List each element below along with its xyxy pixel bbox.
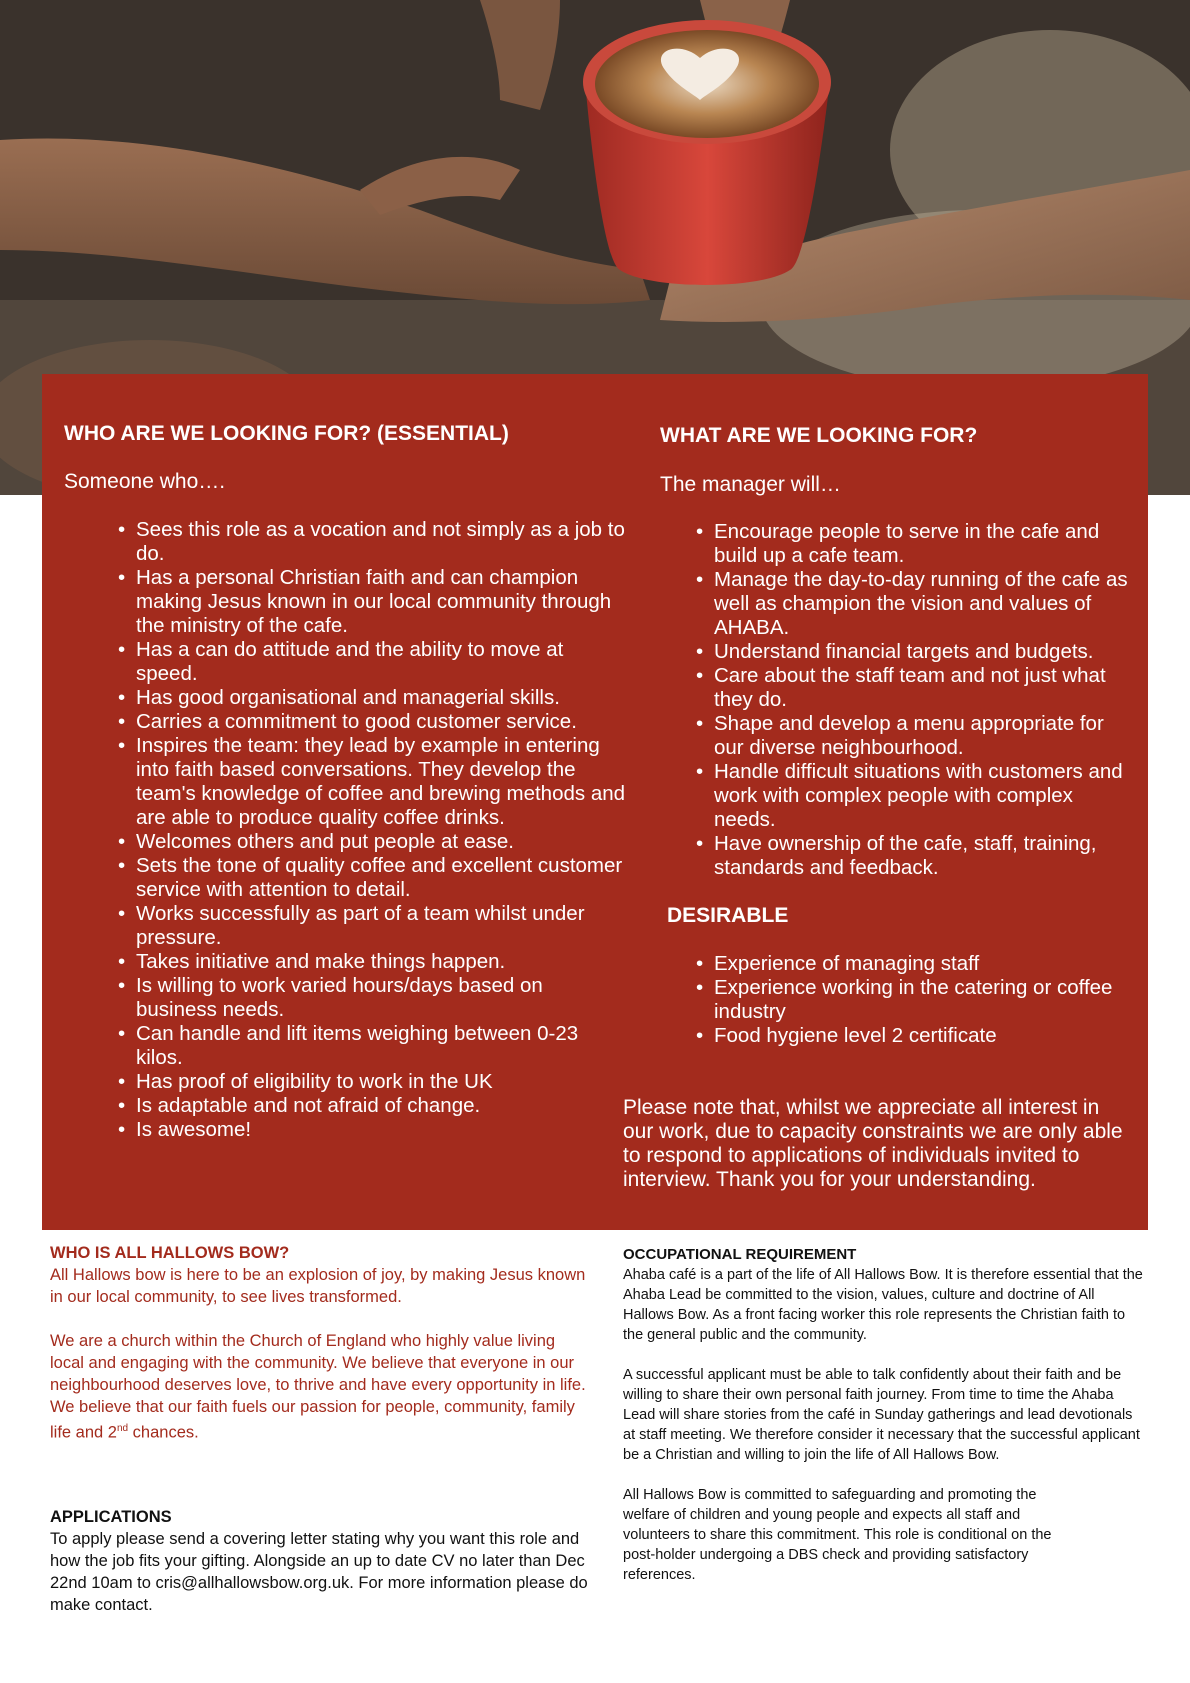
applications-section	[50, 1506, 590, 1616]
essential-item: • Sets the tone of quality coffee and excellent customer service with attention to detail.	[82, 854, 627, 902]
desirable-heading: DESIRABLE	[667, 904, 789, 927]
occupational-section	[623, 1245, 1148, 1585]
desirable-item: • Experience working in the catering or coffee industry	[660, 976, 1130, 1024]
manager-item: • Manage the day-to-day running of the cafe as well as champion the vision and values of AHABA.	[660, 568, 1130, 640]
manager-item: • Care about the staff team and not just what they do.	[660, 664, 1130, 712]
essential-lead: Someone who….	[64, 470, 226, 493]
essential-item: • Is awesome!	[82, 1118, 627, 1142]
essential-item: • Inspires the team: they lead by example in entering into faith based conversations. They develop the team's knowledge of coffee and brewing methods and are able to produce quality coffee drinks.	[82, 734, 627, 830]
about-section	[50, 1242, 590, 1444]
essential-item: • Has proof of eligibility to work in the UK	[82, 1070, 627, 1094]
essential-item: • Carries a commitment to good customer service.	[82, 710, 627, 734]
essential-item: • Can handle and lift items weighing between 0-23 kilos.	[82, 1022, 627, 1070]
occupational-para1: Ahaba café is a part of the life of All Hallows Bow. It is therefore essential that the Ahaba Lead be committed to the vision, values, culture and doctrine of All Hallows Bow. As a front facing worker this role represents the Christian faith to the general public and the community.	[623, 1267, 1143, 1343]
desirable-item: • Food hygiene level 2 certificate	[660, 1024, 1130, 1048]
manager-item: • Understand financial targets and budgets.	[660, 640, 1130, 664]
about-para1: All Hallows bow is here to be an explosion of joy, by making Jesus known in our local community, to see lives transformed.	[50, 1266, 586, 1306]
capacity-note: Please note that, whilst we appreciate all interest in our work, due to capacity constraints we are only able to respond to applications of individuals invited to interview. Thank you for your understanding.	[623, 1096, 1123, 1191]
about-heading: WHO IS ALL HALLOWS BOW?	[50, 1244, 290, 1262]
essential-heading: WHO ARE WE LOOKING FOR? (ESSENTIAL)	[64, 422, 509, 445]
essential-item: • Welcomes others and put people at ease.	[82, 830, 627, 854]
manager-item: • Encourage people to serve in the cafe and build up a cafe team.	[660, 520, 1130, 568]
essential-item: • Has a can do attitude and the ability to move at speed.	[82, 638, 627, 686]
desirable-item: • Experience of managing staff	[660, 952, 1130, 976]
occupational-heading: OCCUPATIONAL REQUIREMENT	[623, 1246, 857, 1263]
about-para2: We are a church within the Church of England who highly value living local and engaging with the community. We believe that everyone in our neighbourhood deserves love, to thrive and have every opportunity in life. We believe that our faith fuels our passion for people, community, family life and 2nd chances.	[50, 1332, 586, 1442]
essential-item: • Is willing to work varied hours/days based on business needs.	[82, 974, 627, 1022]
manager-lead: The manager will…	[660, 473, 841, 496]
essential-item: • Sees this role as a vocation and not simply as a job to do.	[82, 518, 627, 566]
manager-item: • Have ownership of the cafe, staff, training, standards and feedback.	[660, 832, 1130, 880]
essential-list	[82, 518, 627, 1142]
manager-heading: WHAT ARE WE LOOKING FOR?	[660, 424, 978, 447]
manager-item: • Shape and develop a menu appropriate for our diverse neighbourhood.	[660, 712, 1130, 760]
essential-item: • Is adaptable and not afraid of change.	[82, 1094, 627, 1118]
manager-list	[660, 520, 1130, 880]
desirable-list	[660, 952, 1130, 1048]
essential-item: • Takes initiative and make things happen.	[82, 950, 627, 974]
requirements-panel	[42, 374, 1148, 1230]
essential-item: • Works successfully as part of a team whilst under pressure.	[82, 902, 627, 950]
applications-heading: APPLICATIONS	[50, 1508, 172, 1526]
applications-text: To apply please send a covering letter stating why you want this role and how the job fits your gifting. Alongside an up to date CV no later than Dec 22nd 10am to cris@allhallowsbow.org.uk. For more information please do make contact.	[50, 1530, 588, 1614]
manager-item: • Handle difficult situations with customers and work with complex people with complex needs.	[660, 760, 1130, 832]
occupational-para3: All Hallows Bow is committed to safeguarding and promoting the welfare of children and young people and expects all staff and volunteers to share this commitment. This role is conditional on the post-holder undergoing a DBS check and providing satisfactory references.	[623, 1487, 1052, 1583]
occupational-para2: A successful applicant must be able to talk confidently about their faith and be willing to share their own personal faith journey. From time to time the Ahaba Lead will share stories from the café in Sunday gatherings and lead devotionals at staff meeting. We therefore consider it necessary that the successful applicant be a Christian and willing to join the life of All Hallows Bow.	[623, 1367, 1140, 1463]
essential-item: • Has good organisational and managerial skills.	[82, 686, 627, 710]
essential-item: • Has a personal Christian faith and can champion making Jesus known in our local community through the ministry of the cafe.	[82, 566, 627, 638]
